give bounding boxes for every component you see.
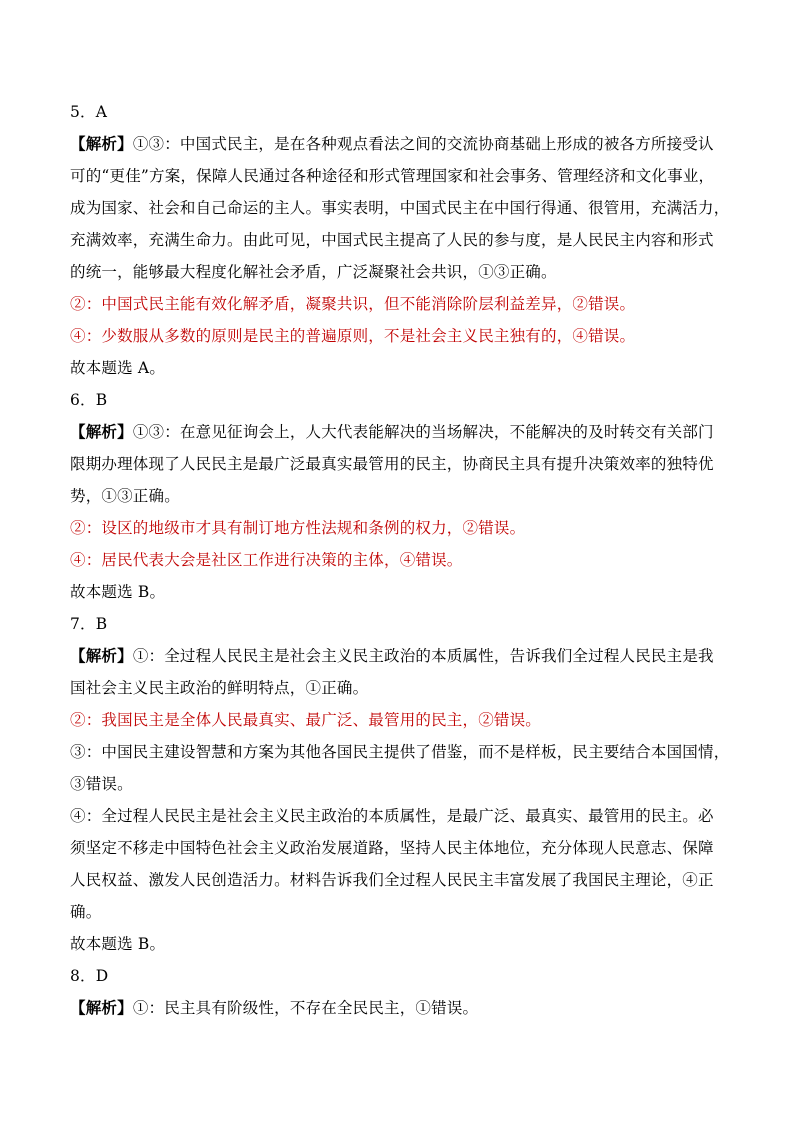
analysis-label: 【解析】 (70, 998, 133, 1017)
conclusion-7: 故本题选 B。 (70, 935, 166, 953)
question-number-6: 6．B (70, 391, 108, 409)
analysis-5-line-3: 成为国家、社会和自己命运的主人。事实表明，中国式民主在中国行得通、很管用，充满活力， (70, 199, 730, 217)
question-number-8: 8．D (70, 967, 109, 985)
analysis-5-line-5: 的统一，能够最大程度化解社会矛盾，广泛凝聚社会共识，①③正确。 (70, 263, 557, 281)
analysis-7-option-4-line-4: 确。 (70, 903, 102, 921)
analysis-8-line-1: 【解析】①：民主具有阶级性，不存在全民民主，①错误。 (70, 998, 479, 1017)
analysis-5-line-2: 可的“更佳”方案，保障人民通过各种途径和形式管理国家和社会事务、管理经济和文化事业， (70, 167, 715, 185)
answer-page (70, 96, 730, 1024)
analysis-6-line-1: 【解析】①③：在意见征询会上，人大代表能解决的当场解决，不能解决的及时转交有关部门 (70, 422, 714, 441)
analysis-7-option-3-line-1: ③：中国民主建设智慧和方案为其他各国民主提供了借鉴，而不是样板，民主要结合本国国情， (70, 743, 730, 761)
analysis-label: 【解析】 (70, 646, 133, 665)
analysis-7-option-4-line-2: 须坚定不移走中国特色社会主义政治发展道路，坚持人民主体地位，充分体现人民意志、保障 (70, 839, 714, 857)
question-number-7: 7．B (70, 615, 108, 633)
wrong-option-6-4: ④：居民代表大会是社区工作进行决策的主体，④错误。 (70, 551, 463, 569)
analysis-5-line-4: 充满效率，充满生命力。由此可见，中国式民主提高了人民的参与度，是人民民主内容和形式 (70, 231, 714, 249)
analysis-7-line-1: 【解析】①：全过程人民民主是社会主义民主政治的本质属性，告诉我们全过程人民民主是我 (70, 646, 714, 665)
wrong-option-6-2: ②：设区的地级市才具有制订地方性法规和条例的权力，②错误。 (70, 519, 526, 537)
analysis-label: 【解析】 (70, 134, 133, 153)
analysis-7-line-2: 国社会主义民主政治的鲜明特点，①正确。 (70, 679, 369, 697)
analysis-7-option-4-line-3: 人民权益、激发人民创造活力。材料告诉我们全过程人民民主丰富发展了我国民主理论，④正 (70, 871, 714, 889)
conclusion-5: 故本题选 A。 (70, 359, 166, 377)
wrong-option-7-2: ②：我国民主是全体人民最真实、最广泛、最管用的民主，②错误。 (70, 711, 542, 729)
wrong-option-5-4: ④：少数服从多数的原则是民主的普遍原则，不是社会主义民主独有的，④错误。 (70, 327, 636, 345)
analysis-label: 【解析】 (70, 422, 133, 441)
conclusion-6: 故本题选 B。 (70, 583, 166, 601)
wrong-option-5-2: ②：中国式民主能有效化解矛盾，凝聚共识，但不能消除阶层利益差异，②错误。 (70, 295, 636, 313)
analysis-5-line-1: 【解析】①③：中国式民主，是在各种观点看法之间的交流协商基础上形成的被各方所接受认 (70, 134, 714, 153)
analysis-7-option-3-line-2: ③错误。 (70, 775, 133, 793)
analysis-6-line-3: 势，①③正确。 (70, 487, 180, 505)
analysis-7-option-4-line-1: ④：全过程人民民主是社会主义民主政治的本质属性，是最广泛、最真实、最管用的民主。必 (70, 807, 714, 825)
question-number-5: 5．A (70, 103, 108, 121)
analysis-6-line-2: 限期办理体现了人民民主是最广泛最真实最管用的民主，协商民主具有提升决策效率的独特优 (70, 455, 714, 473)
